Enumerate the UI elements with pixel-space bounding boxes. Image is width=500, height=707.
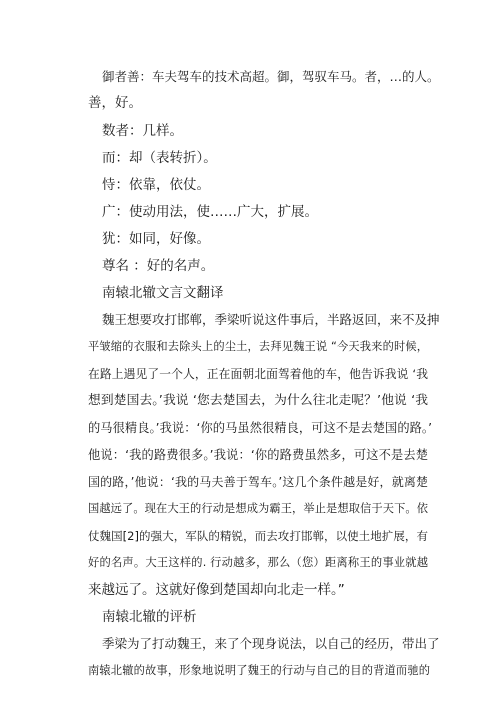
translation-line: 好的名声。大王这样的. 行动越多，那么（您）距离称王的事业就越 bbox=[88, 556, 428, 569]
note-shi: 恃：依靠，依仗。 bbox=[102, 177, 210, 193]
translation-line: 来越远了。这就好像到楚国却向北走一样。” bbox=[88, 582, 345, 598]
note-you: 犹：如同，好像。 bbox=[102, 231, 210, 247]
note-yuzheshan: 御者善：车夫驾车的技术高超。御，驾驭车马。者，…的人。 bbox=[102, 69, 440, 84]
note-yuzheshan-cont: 善，好。 bbox=[88, 95, 142, 111]
note-shuzhe: 数者：几样。 bbox=[102, 123, 183, 139]
translation-heading: 南辕北辙文言文翻译 bbox=[102, 285, 224, 301]
review-heading: 南辕北辙的评析 bbox=[102, 609, 197, 625]
translation-line: 的马很精良。’我说：‘你的马虽然很精良，可这不是去楚国的路。’ bbox=[88, 421, 432, 435]
review-line: 南辕北辙的故事，形象地说明了魏王的行动与自己的目的背道而驰的 bbox=[88, 664, 430, 677]
translation-line: 国的路，’他说：‘我的马夫善于驾车。’这几个条件越是好，就离楚 bbox=[88, 475, 428, 489]
translation-line: 仗魏国[2]的强大，军队的精锐，而去攻打邯郸，以使土地扩展，有 bbox=[88, 529, 428, 543]
translation-line: 平皱缩的衣服和去除头上的尘土，去拜见魏王说 “今天我来的时候， bbox=[88, 340, 428, 353]
review-line: 季梁为了打动魏王，来了个现身说法，以自己的经历，带出了 bbox=[102, 636, 440, 651]
note-guang: 广：使动用法，使……广大，扩展。 bbox=[102, 204, 318, 220]
translation-line: 在路上遇见了一个人，正在面朝北面驾着他的车，他告诉我说 ‘我 bbox=[88, 367, 428, 381]
note-er: 而：却（表转折）。 bbox=[102, 150, 217, 166]
translation-line: 想到楚国去。’我说 ‘您去楚国去，为什么往北走呢？’他说 ‘我 bbox=[88, 393, 428, 408]
translation-line: 国越远了。现在大王的行动是想成为霸王，举止是想取信于天下。依 bbox=[88, 502, 428, 515]
translation-line: 他说：‘我的路费很多。’我说：‘你的路费虽然多，可这不是去楚 bbox=[88, 448, 428, 462]
translation-line: 魏王想要攻打邯郸，季梁听说这件事后，半路返回，来不及抻 bbox=[102, 312, 440, 327]
note-zunming: 尊名 ：好的名声。 bbox=[102, 258, 215, 274]
